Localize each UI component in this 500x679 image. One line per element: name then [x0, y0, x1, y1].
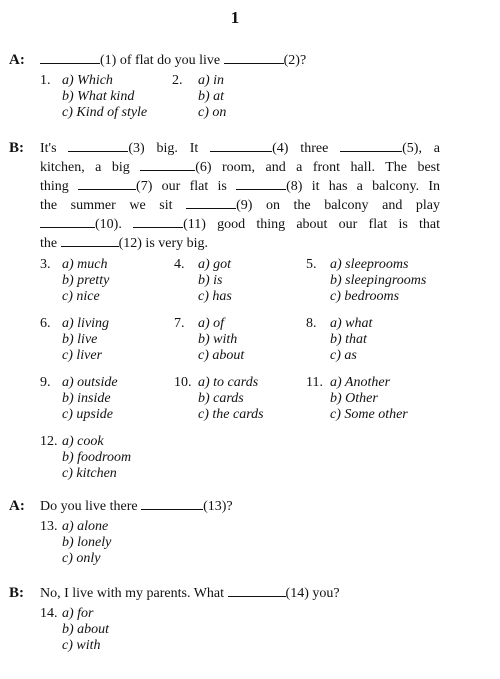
dialogue-line: thing (7) our flat is (8) it has a balcony. In	[40, 179, 440, 194]
speaker-label: A:	[9, 498, 25, 514]
question-8: 8. a) what b) that c) as	[306, 316, 373, 363]
option[interactable]: a) to cards	[198, 375, 259, 390]
option[interactable]: a) in	[198, 73, 225, 88]
dialogue-line: (1) of flat do you live (2)?	[40, 52, 306, 69]
option[interactable]: c) liver	[62, 348, 103, 363]
question-13: 13. a) alone b) lonely c) only	[40, 519, 112, 566]
option[interactable]: b) pretty	[62, 273, 110, 288]
answer-blank[interactable]	[133, 216, 183, 228]
option[interactable]: a) what	[330, 316, 373, 331]
option[interactable]: b) at	[198, 89, 225, 104]
option[interactable]: b) with	[198, 332, 238, 347]
question-3: 3. a) much b) pretty c) nice	[40, 257, 110, 304]
option[interactable]: b) about	[62, 622, 110, 637]
option[interactable]: c) with	[62, 638, 101, 653]
question-6: 6. a) living b) live c) liver	[40, 316, 110, 363]
dialogue-line: No, I live with my parents. What (14) you?	[40, 586, 340, 601]
option[interactable]: a) of	[198, 316, 225, 331]
option[interactable]: c) upside	[62, 407, 113, 422]
option[interactable]: c) Some other	[330, 407, 408, 422]
answer-blank[interactable]	[340, 140, 402, 152]
option[interactable]: a) Which	[62, 73, 113, 88]
question-12: 12. a) cook b) foodroom c) kitchen	[40, 434, 132, 481]
answer-blank[interactable]	[61, 235, 119, 247]
option[interactable]: b) cards	[198, 391, 244, 406]
option[interactable]: c) on	[198, 105, 227, 120]
dialogue-line: the summer we sit (9) on the balcony and play	[40, 198, 440, 213]
speaker-label: B:	[9, 585, 24, 601]
question-2: 2. a) in b) at c) on	[172, 73, 227, 120]
option[interactable]: c) only	[62, 551, 101, 566]
option[interactable]: c) kitchen	[62, 466, 117, 481]
answer-blank[interactable]	[140, 159, 195, 171]
question-4: 4. a) got b) is c) has	[174, 257, 232, 304]
option[interactable]: b) inside	[62, 391, 111, 406]
option[interactable]: c) nice	[62, 289, 100, 304]
question-14: 14. a) for b) about c) with	[40, 606, 110, 653]
answer-blank[interactable]	[210, 140, 272, 152]
option[interactable]: a) sleeprooms	[330, 257, 409, 272]
option[interactable]: a) outside	[62, 375, 118, 390]
answer-blank[interactable]	[186, 197, 236, 209]
dialogue-line: (10). (11) good thing about our flat is that	[40, 216, 440, 233]
question-5: 5. a) sleeprooms b) sleepingrooms c) bedrooms	[306, 257, 427, 304]
dialogue-line: the (12) is very big.	[40, 236, 209, 251]
option[interactable]: a) Another	[330, 375, 391, 390]
answer-blank[interactable]	[78, 178, 136, 190]
question-1: 1. a) Which b) What kind c) Kind of style	[40, 73, 148, 120]
dialogue-line: Do you live there (13)?	[40, 499, 233, 514]
answer-blank[interactable]	[228, 585, 286, 597]
option[interactable]: a) alone	[62, 519, 109, 534]
option[interactable]: a) for	[62, 606, 94, 621]
answer-blank[interactable]	[40, 52, 100, 64]
question-7: 7. a) of b) with c) about	[174, 316, 245, 363]
speaker-label: B:	[9, 140, 24, 156]
option[interactable]: c) has	[198, 289, 232, 304]
answer-blank[interactable]	[236, 178, 286, 190]
option[interactable]: b) lonely	[62, 535, 112, 550]
option[interactable]: b) is	[198, 273, 223, 288]
speaker-label: A:	[9, 52, 25, 68]
question-11: 11. a) Another b) Other c) Some other	[306, 375, 408, 422]
option[interactable]: b) Other	[330, 391, 378, 406]
exercise-number: 1	[230, 8, 240, 27]
option[interactable]: b) that	[330, 332, 367, 347]
answer-blank[interactable]	[141, 498, 203, 510]
answer-blank[interactable]	[68, 140, 128, 152]
option[interactable]: c) the cards	[198, 407, 264, 422]
option[interactable]: a) much	[62, 257, 108, 272]
option[interactable]: b) live	[62, 332, 98, 347]
option[interactable]: c) about	[198, 348, 245, 363]
option[interactable]: a) living	[62, 316, 110, 331]
question-9: 9. a) outside b) inside c) upside	[40, 375, 118, 422]
dialogue-line: kitchen, a big (6) room, and a front hall. The best	[40, 160, 441, 175]
option[interactable]: b) What kind	[62, 89, 135, 104]
option[interactable]: a) got	[198, 257, 232, 272]
question-10: 10. a) to cards b) cards c) the cards	[174, 375, 264, 422]
answer-blank[interactable]	[40, 216, 95, 228]
option[interactable]: c) as	[330, 348, 357, 363]
option[interactable]: c) Kind of style	[62, 105, 148, 120]
option[interactable]: b) foodroom	[62, 450, 132, 465]
option[interactable]: b) sleepingrooms	[330, 273, 427, 288]
option[interactable]: a) cook	[62, 434, 104, 449]
option[interactable]: c) bedrooms	[330, 289, 400, 304]
dialogue-line: It's (3) big. It (4) three (5), a	[40, 141, 440, 156]
answer-blank[interactable]	[224, 52, 284, 64]
